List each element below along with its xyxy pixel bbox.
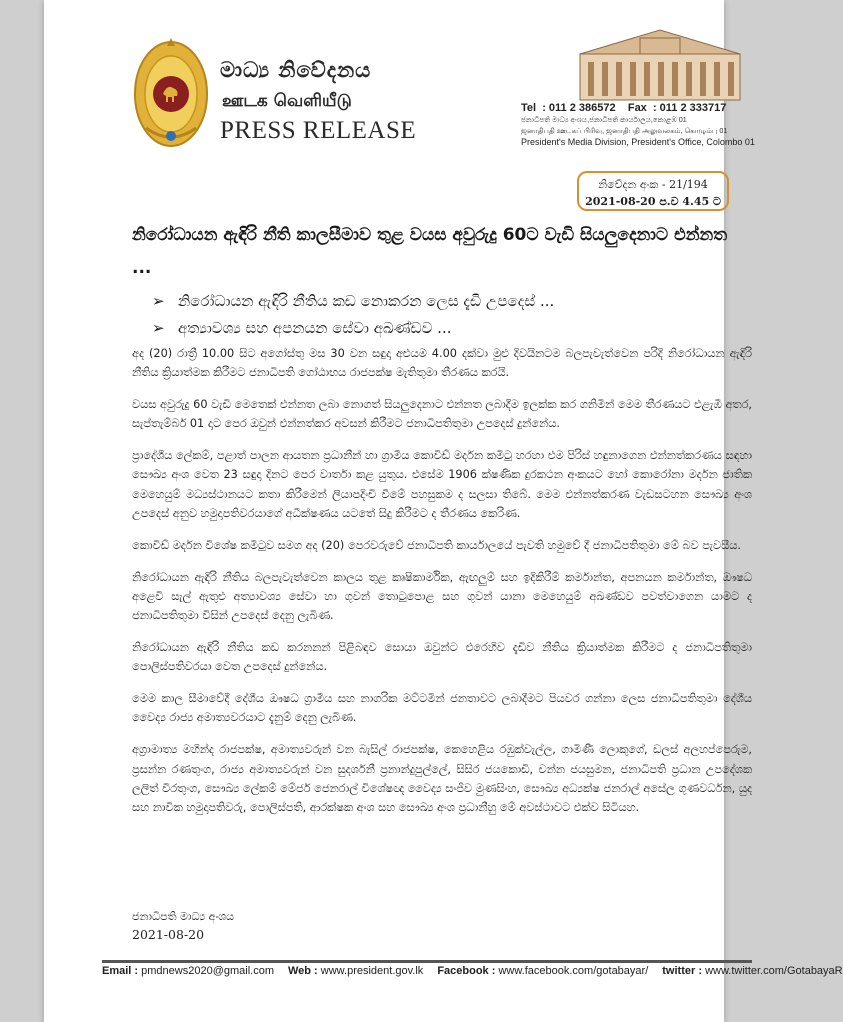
bullet-item — [152, 315, 752, 342]
title-tamil: ஊடக வெளியீடு — [222, 91, 352, 111]
arrow-bullet-icon: ➢ — [152, 319, 165, 337]
title-english: PRESS RELEASE — [220, 117, 417, 144]
bullet-list — [152, 288, 752, 342]
paragraph: ප්‍රාදේශීය ලේකම්, පළාත් පාලන ආයතන ප්‍රධානීන් හා ග්‍රාමීය කොවිඩ් මර්දන කමිටු හරහා එම පිරිස් හඳුනාගෙන එන්නත්කරණය සඳහා සෞඛ්‍ය අංශ වෙත 23 සඳුදා දිනට පෙර වාර්තා කළ යුතුය. එසේම 1906 ක්ෂණික දුරකථන අංකයට හෝ කොරෝනා මර්දන ජාතික මෙහෙයුම් මධ්‍යස්ථානයට කතා කිරීමෙන් ලියාපදිංචි වීමේ පහසුකම ද සලසා තිබේ. මෙම එන්නත්කරණ වැඩසටහන සෞඛ්‍ය අංශ උපදෙස් අනුව හමුදාපතිවරයාගේ අධීක්ෂණය යටතේ සිදු කිරීමට ද තීරණය කෙරිණ. — [132, 449, 752, 521]
bullet-text: අත්‍යාවශ්‍ය සහ අපනයන සේවා අඛණ්ඩව ... — [178, 319, 452, 337]
reference-box — [577, 171, 729, 211]
footer — [102, 965, 843, 977]
footer-divider — [102, 960, 752, 963]
email-link[interactable]: pmdnews2020@gmail.com — [141, 965, 274, 977]
signoff-date: 2021-08-20 — [132, 927, 205, 942]
title-sinhala: මාධ්‍ය නිවේදනය — [220, 58, 372, 82]
twitter-label: twitter : — [662, 965, 702, 977]
facebook-label: Facebook : — [437, 965, 496, 977]
contact-block — [521, 102, 757, 147]
address-english: President's Media Division, President's Office, Colombo 01 — [521, 137, 755, 147]
sri-lanka-emblem-icon — [132, 32, 210, 148]
paragraph: මෙම කාල සීමාවේදී දේශීය ඖෂධ ග්‍රාමීය සහ නාගරික මට්ටමින් ජනතාවට ලබාදීමට පියවර ගන්නා ලෙස ජනාධිපතිතුමා දේශීය වෛද්‍ය රාජ්‍ය අමාත්‍යවරයාට දැනුම් දෙනු ලැබිණ. — [132, 692, 752, 725]
signoff — [132, 908, 234, 944]
presidential-building-icon — [570, 24, 750, 104]
address-tamil: ஜனாதிபதி ஊடகப் பிரிவு, ஜனாதிபதி அலுவலகம், கொழும்பு 01 — [521, 126, 728, 135]
press-release-page — [44, 0, 843, 1022]
paragraph: කොවිඩ් මර්දන විශේෂ කමිටුව සමග අද (20) පෙරවරුවේ ජනාධිපති කාර්යාලයේ පැවති හමුවේ දී ජනාධිපතිතුමා මේ බව පැවසීය. — [132, 538, 741, 552]
signoff-unit: ජනාධිපති මාධ්‍ය අංශය — [132, 910, 235, 923]
facebook-link[interactable]: www.facebook.com/gotabayar/ — [498, 965, 649, 977]
paragraph: නිරෝධායන ඇඳිරි නීතිය බලපැවැත්වෙන කාලය තුළ කෘෂිකාර්මික, ඇඟලුම් සහ ඉදිකිරීම් කර්මාන්ත, අපනයන කර්මාන්ත, ඖෂධ අළෙවි සැල් ඇතුළු අත්‍යාවශ්‍ය සේවා හා ගුවන් තොටුපොළ සහ ගුවන් යානා මෙහෙයුම් අඛණ්ඩව පවත්වාගෙන යාමට ද ජනාධිපතිතුමා විසින් උපදෙස් දෙනු ලැබිණ. — [132, 570, 752, 623]
address-sinhala: ජනාධිපති මාධ්‍ය අංශය,ජනාධිපති කාර්යාලය,කොළඹ 01 — [521, 115, 687, 124]
tel-value: : 011 2 386572 — [542, 102, 616, 114]
tel-label: Tel — [521, 102, 537, 114]
body-text — [132, 344, 752, 830]
web-label: Web : — [287, 965, 318, 977]
bullet-text: නිරෝධායන ඇඳිරි නීතිය කඩ නොකරන ලෙස දැඩි උපදෙස් ... — [178, 292, 555, 310]
email-label: Email : — [102, 965, 139, 977]
paragraph: අග්‍රාමාත්‍ය මහින්ද රාජපක්ෂ, අමාත්‍යවරුන් වන බැසිල් රාජපක්ෂ, කෙහෙළිය රඹුක්වැල්ල, ගාමිණී ලොකුගේ, ඩලස් අලහප්පෙරුම, ප්‍රසන්න රණතුංග, රාජ්‍ය අමාත්‍යවරුන් වන සුදර්ශනී ප්‍රනාන්දුපුල්ලේ, සිසිර ජයකොඩි, චන්න ජයසුමන, ජනාධිපති ප්‍රධාන උපදේශක ලලිත් වීරතුංග, සෞඛ්‍ය ලේකම් මේජර් ජෙනරාල් විශේෂඥ වෛද්‍ය සංජීව මුණසිංහ, සෞඛ්‍ය අධ්‍යක්ෂ ජනරාල් අසේල ගුණවර්ධන, යුද සහ නාවික හමුදාපතිවරු, පොලිස්පති, ආරක්ෂක අංශ සහ සෞඛ්‍ය අංශ ප්‍රධානීහු මේ අවස්ථාවට එක්ව සිටියහ. — [132, 743, 752, 815]
twitter-link[interactable]: www.twitter.com/GotabayaR — [705, 965, 843, 977]
web-link[interactable]: www.president.gov.lk — [320, 965, 424, 977]
paragraph: අද (20) රාත්‍රී 10.00 සිට අගෝස්තු මස 30 වන සඳුදා අළුයම 4.00 දක්වා මුළු දිවයිනටම බලපැවැත්වෙන පරිදි නිරෝධායන ඇඳිරි නීතිය ක්‍රියාත්මක කිරීමට ජනාධිපති ගෝඨාභය රාජපක්ෂ මැතිතුමා තීරණය කරයි. — [132, 347, 752, 380]
fax-value: : 011 2 333717 — [652, 102, 727, 114]
release-number: නිවේදන අංක - 21/194 — [598, 178, 708, 191]
release-datetime: 2021-08-20 ප.ව 4.45 ට — [585, 195, 721, 208]
paragraph: වයස අවුරුදු 60 වැඩි මෙතෙක් එන්නත ලබා නොගත් සියලුදෙනාට එන්නත ලබාදීම ඉලක්ක කර ගනිමින් මෙම තීරණයට එළැඹී අතර, සැප්තැම්බර් 01 දාට පෙර ඔවුන් එන්නත්කර අවසන් කිරීමට ජනාධිපතිතුමා උපදෙස් දුන්නේය. — [132, 398, 752, 431]
arrow-bullet-icon: ➢ — [152, 292, 165, 310]
fax-label: Fax — [627, 102, 647, 114]
bullet-item — [152, 288, 752, 315]
headline: නිරෝධායන ඇඳිරි නීති කාලසීමාව තුළ වයස අවුරුදු 60ට වැඩි සියලුදෙනාට එන්නත ... — [132, 225, 727, 278]
paragraph: නිරෝධායන ඇඳිරි නීතිය කඩ කරනනන් පිළිබඳව සොයා ඔවුන්ට එරෙහිව දැඩිව නීතිය ක්‍රියාත්මක කිරීමට ද ජනාධිපතිතුමා පොලිස්පතිවරයා වෙත උපදෙස් දුන්නේය. — [132, 641, 752, 674]
